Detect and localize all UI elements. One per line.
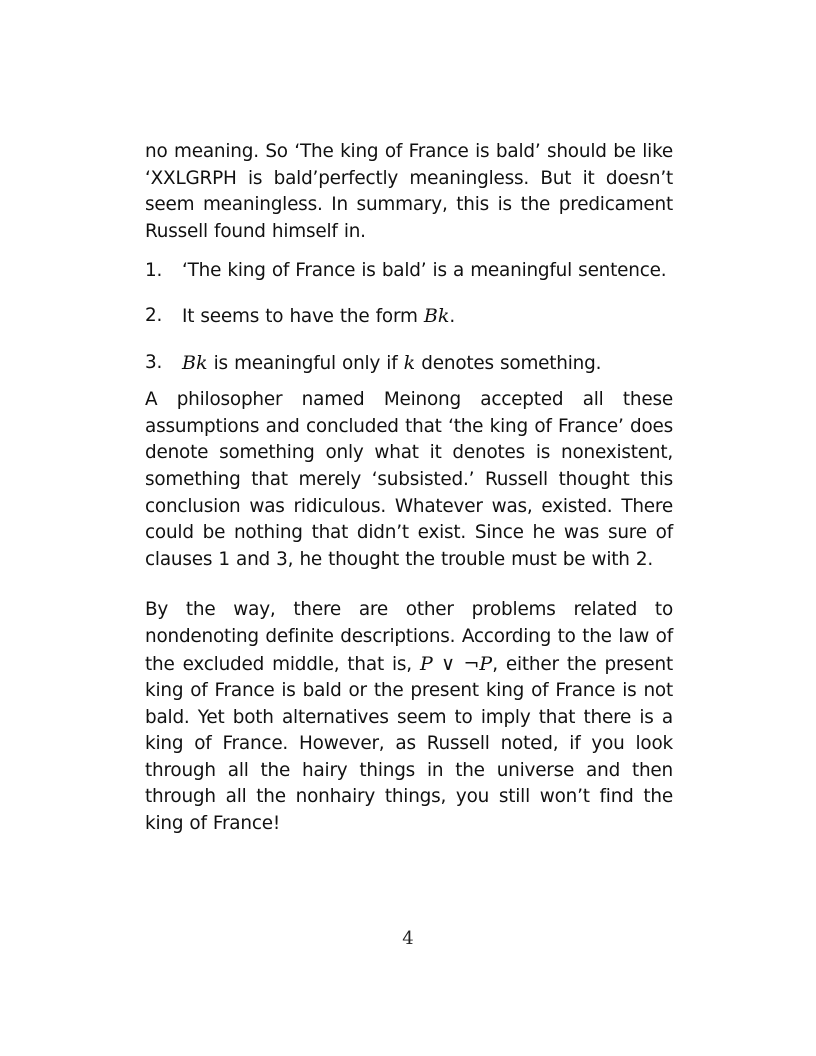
math-expression: Bk: [182, 351, 208, 374]
page-number: 4: [402, 928, 414, 949]
list-item-number: 3.: [145, 351, 163, 373]
page-body: [145, 139, 673, 838]
paragraph-intro: no meaning. So ‘The king of France is bald’ should be like ‘XXLGRPH is bald’perfectly meaningless. But it doesn’t seem meaningless. In summary, this is the predicament Russell found himself in.: [145, 141, 673, 242]
text-segment: is meaningful only if: [207, 352, 404, 374]
list-item-number: 2.: [145, 305, 163, 327]
text-segment: .: [449, 306, 456, 328]
list-item: [145, 303, 673, 331]
math-expression: k: [403, 351, 416, 374]
math-expression: P ∨ ¬P: [419, 652, 493, 675]
list-item: [145, 258, 673, 285]
list-item: [145, 350, 673, 378]
numbered-list: [145, 258, 673, 377]
text-segment: By the way, there are other problems related to nondenoting definite descriptions. According to the law of the excluded middle, that is,: [145, 599, 673, 675]
list-item-text: [182, 350, 601, 378]
list-item-text: [182, 303, 455, 331]
list-item-number: 1.: [145, 260, 163, 282]
text-segment: denotes something.: [415, 352, 602, 374]
paragraph-excluded-middle: [145, 597, 673, 837]
text-segment: , either the present king of France is bald or the present king of France is not bald. Yet both alternatives seem to imply that there is a king of France. However, as Russell noted, if you look through all the hairy things in the universe and then through all the nonhairy things, you still won’t find the king of France!: [145, 653, 673, 835]
text-segment: It seems to have the form: [182, 306, 424, 328]
paragraph-meinong: A philosopher named Meinong accepted all these assumptions and concluded that ‘the king of France’ does denote something only what it denotes is nonexistent, something that merely ‘subsisted.’ Russell thought this conclusion was ridiculous. Whatever was, existed. There could be nothing that didn’t exist. Since he was sure of clauses 1 and 3, he thought the trouble must be with 2.: [145, 389, 673, 570]
math-expression: Bk: [423, 305, 450, 328]
list-item-text: ‘The king of France is bald’ is a meaningful sentence.: [182, 260, 667, 282]
